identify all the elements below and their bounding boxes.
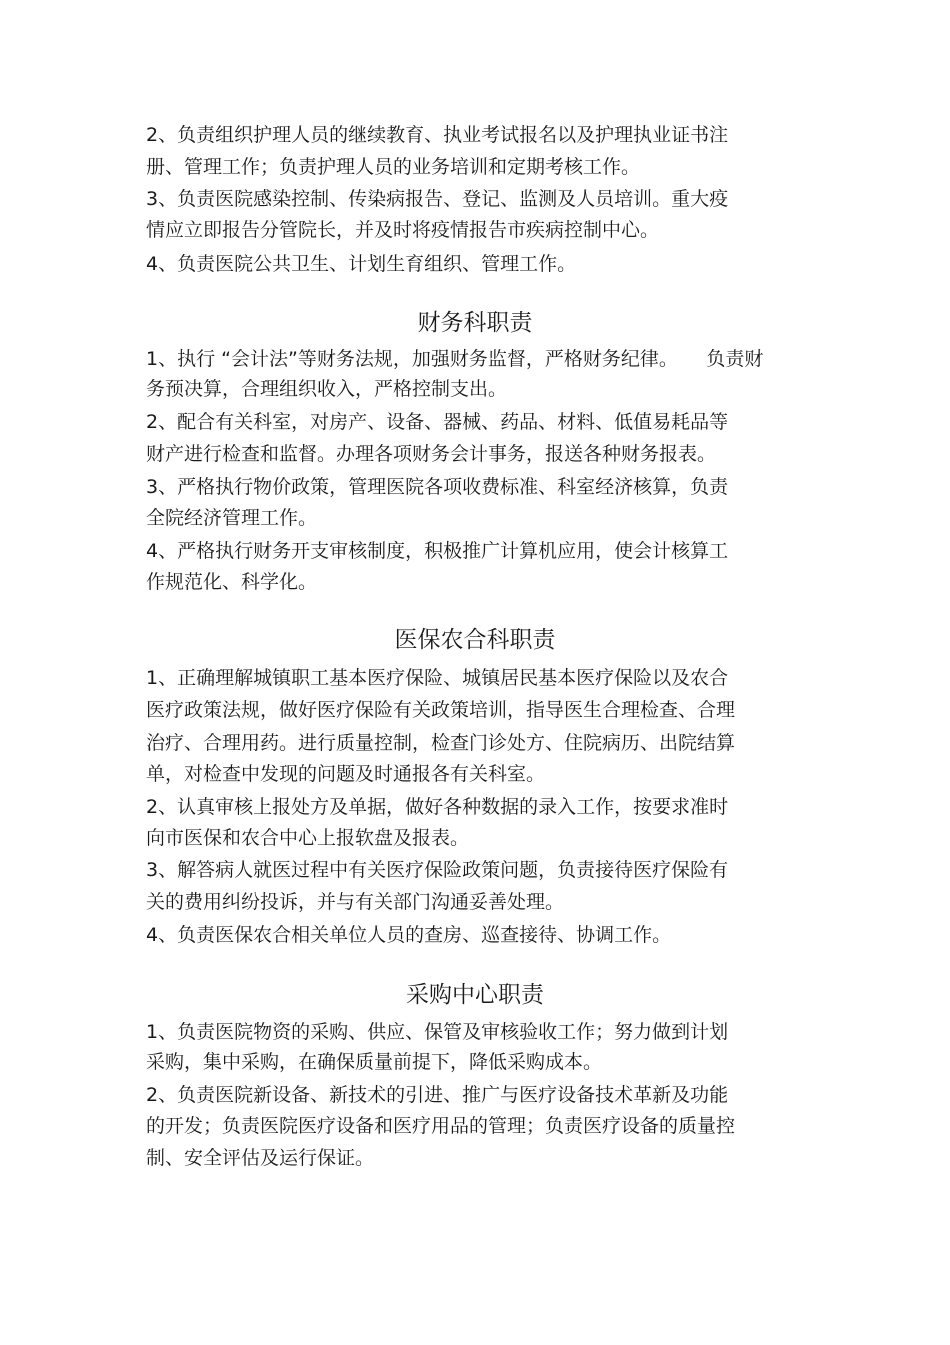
text-line: 医疗政策法规，做好医疗保险有关政策培训，指导医生合理检查、合理 (146, 699, 736, 721)
text-line: 4、严格执行财务开支审核制度，积极推广计算机应用，使会计核算工 (146, 540, 729, 562)
text-line: 1、正确理解城镇职工基本医疗保险、城镇居民基本医疗保险以及农合 (146, 667, 729, 689)
text-line: 1、执行 “会计法”等财务法规，加强财务监督，严格财务纪律。 负责财 (146, 348, 764, 370)
text-line: 财产进行检查和监督。办理各项财务会计事务，报送各种财务报表。 (146, 443, 717, 465)
text-line: 2、负责医院新设备、新技术的引进、推广与医疗设备技术革新及功能 (146, 1084, 729, 1106)
text-line: 2、配合有关科室，对房产、设备、器械、药品、材料、低值易耗品等 (146, 411, 729, 433)
text-line: 治疗、合理用药。进行质量控制，检查门诊处方、住院病历、出院结算 (146, 732, 736, 754)
text-line: 向市医保和农合中心上报软盘及报表。 (146, 827, 470, 849)
text-line: 3、解答病人就医过程中有关医疗保险政策问题，负责接待医疗保险有 (146, 859, 729, 881)
text-line: 全院经济管理工作。 (146, 507, 318, 529)
text-line: 4、负责医保农合相关单位人员的查房、巡查接待、协调工作。 (146, 924, 672, 946)
text-line: 4、负责医院公共卫生、计划生育组织、管理工作。 (146, 253, 577, 275)
text-line: 册、管理工作；负责护理人员的业务培训和定期考核工作。 (146, 156, 641, 178)
text-line: 单，对检查中发现的问题及时通报各有关科室。 (146, 763, 546, 785)
section-title: 采购中心职责 (406, 982, 544, 1008)
text-line: 2、负责组织护理人员的继续教育、执业考试报名以及护理执业证书注 (146, 124, 729, 146)
text-line: 2、认真审核上报处方及单据，做好各种数据的录入工作，按要求准时 (146, 796, 729, 818)
text-line: 3、严格执行物价政策，管理医院各项收费标准、科室经济核算，负责 (146, 476, 729, 498)
section-title: 医保农合科职责 (394, 627, 556, 653)
text-line: 务预决算，合理组织收入，严格控制支出。 (146, 378, 508, 400)
text-line: 制、安全评估及运行保证。 (146, 1147, 375, 1169)
text-line: 的开发；负责医院医疗设备和医疗用品的管理；负责医疗设备的质量控 (146, 1115, 736, 1137)
text-line: 作规范化、科学化。 (146, 571, 318, 593)
text-line: 采购，集中采购，在确保质量前提下，降低采购成本。 (146, 1051, 603, 1073)
text-line: 1、负责医院物资的采购、供应、保管及审核验收工作；努力做到计划 (146, 1021, 729, 1043)
text-line: 3、负责医院感染控制、传染病报告、登记、监测及人员培训。重大疫 (146, 188, 729, 210)
text-line: 关的费用纠纷投诉，并与有关部门沟通妥善处理。 (146, 891, 565, 913)
section-title: 财务科职责 (417, 310, 533, 336)
text-line: 情应立即报告分管院长，并及时将疫情报告市疾病控制中心。 (146, 219, 660, 241)
